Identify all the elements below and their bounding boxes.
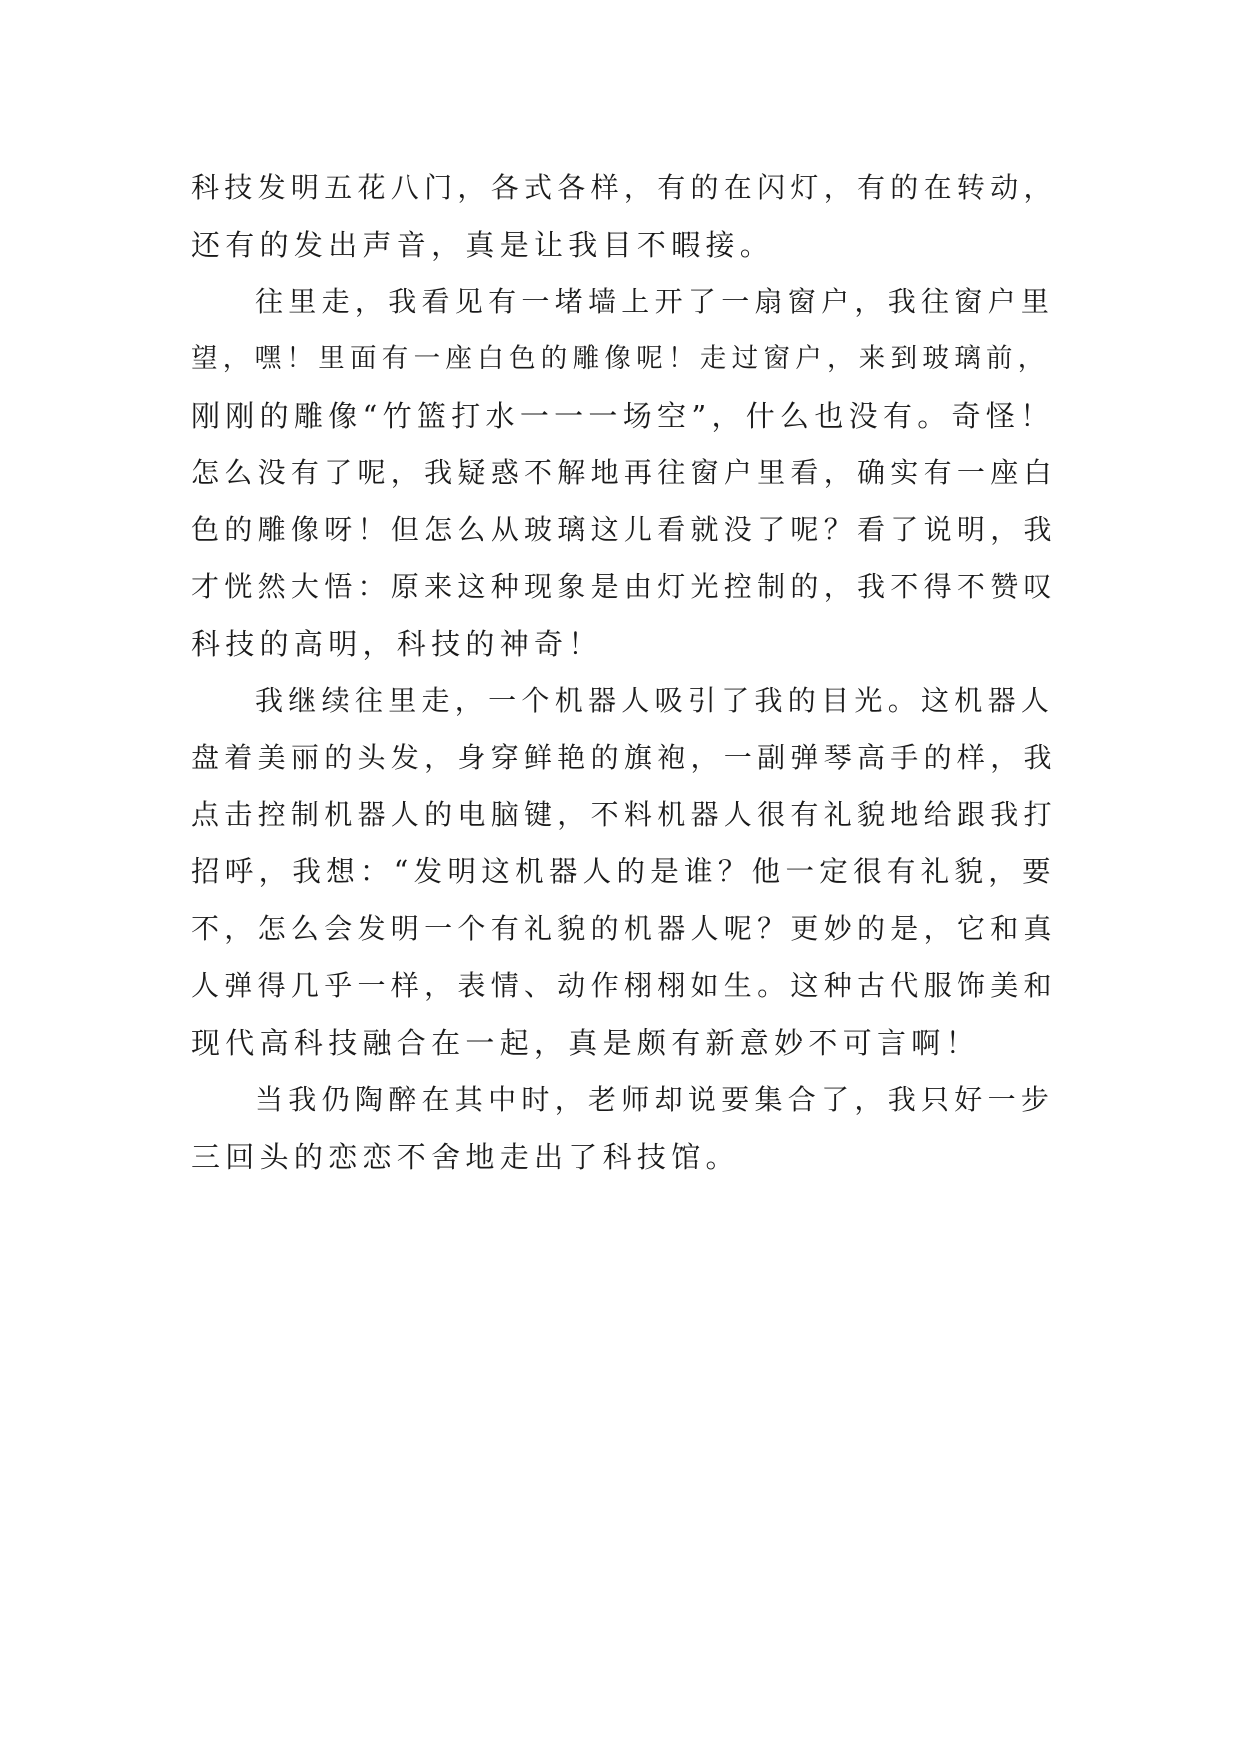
text-line: 才恍然大悟：原来这种现象是由灯光控制的，我不得不赞叹 xyxy=(191,570,1057,603)
text-line: 还有的发出声音，真是让我目不暇接。 xyxy=(191,228,775,262)
text-line: 科技的高明，科技的神奇！ xyxy=(191,627,603,661)
text-line: 科技发明五花八门，各式各样，有的在闪灯，有的在转动， xyxy=(191,171,1057,204)
text-line: 刚刚的雕像“竹篮打水一一一场空”，什么也没有。奇怪！ xyxy=(191,399,1055,433)
text-line: 当我仍陶醉在其中时，老师却说要集合了，我只好一步 xyxy=(255,1083,1055,1116)
text-line: 望，嘿！里面有一座白色的雕像呢！走过窗户，来到玻璃前， xyxy=(191,343,1050,374)
text-line: 怎么没有了呢，我疑惑不解地再往窗户里看，确实有一座白 xyxy=(191,456,1057,489)
text-line: 招呼，我想：“发明这机器人的是谁？他一定很有礼貌，要 xyxy=(191,855,1056,888)
text-line: 往里走，我看见有一堵墙上开了一扇窗户，我往窗户里 xyxy=(255,285,1055,318)
text-line: 色的雕像呀！但怎么从玻璃这儿看就没了呢？看了说明，我 xyxy=(191,513,1057,546)
text-line: 现代高科技融合在一起，真是颇有新意妙不可言啊！ xyxy=(191,1026,980,1060)
text-line: 三回头的恋恋不舍地走出了科技馆。 xyxy=(191,1140,740,1174)
text-line: 我继续往里走，一个机器人吸引了我的目光。这机器人 xyxy=(255,684,1055,717)
text-line: 不，怎么会发明一个有礼貌的机器人呢？更妙的是，它和真 xyxy=(191,912,1057,945)
text-line: 人弹得几乎一样，表情、动作栩栩如生。这种古代服饰美和 xyxy=(191,969,1057,1002)
text-line: 盘着美丽的头发，身穿鲜艳的旗袍，一副弹琴高手的样，我 xyxy=(191,741,1057,774)
text-line: 点击控制机器人的电脑键，不料机器人很有礼貌地给跟我打 xyxy=(191,798,1057,831)
